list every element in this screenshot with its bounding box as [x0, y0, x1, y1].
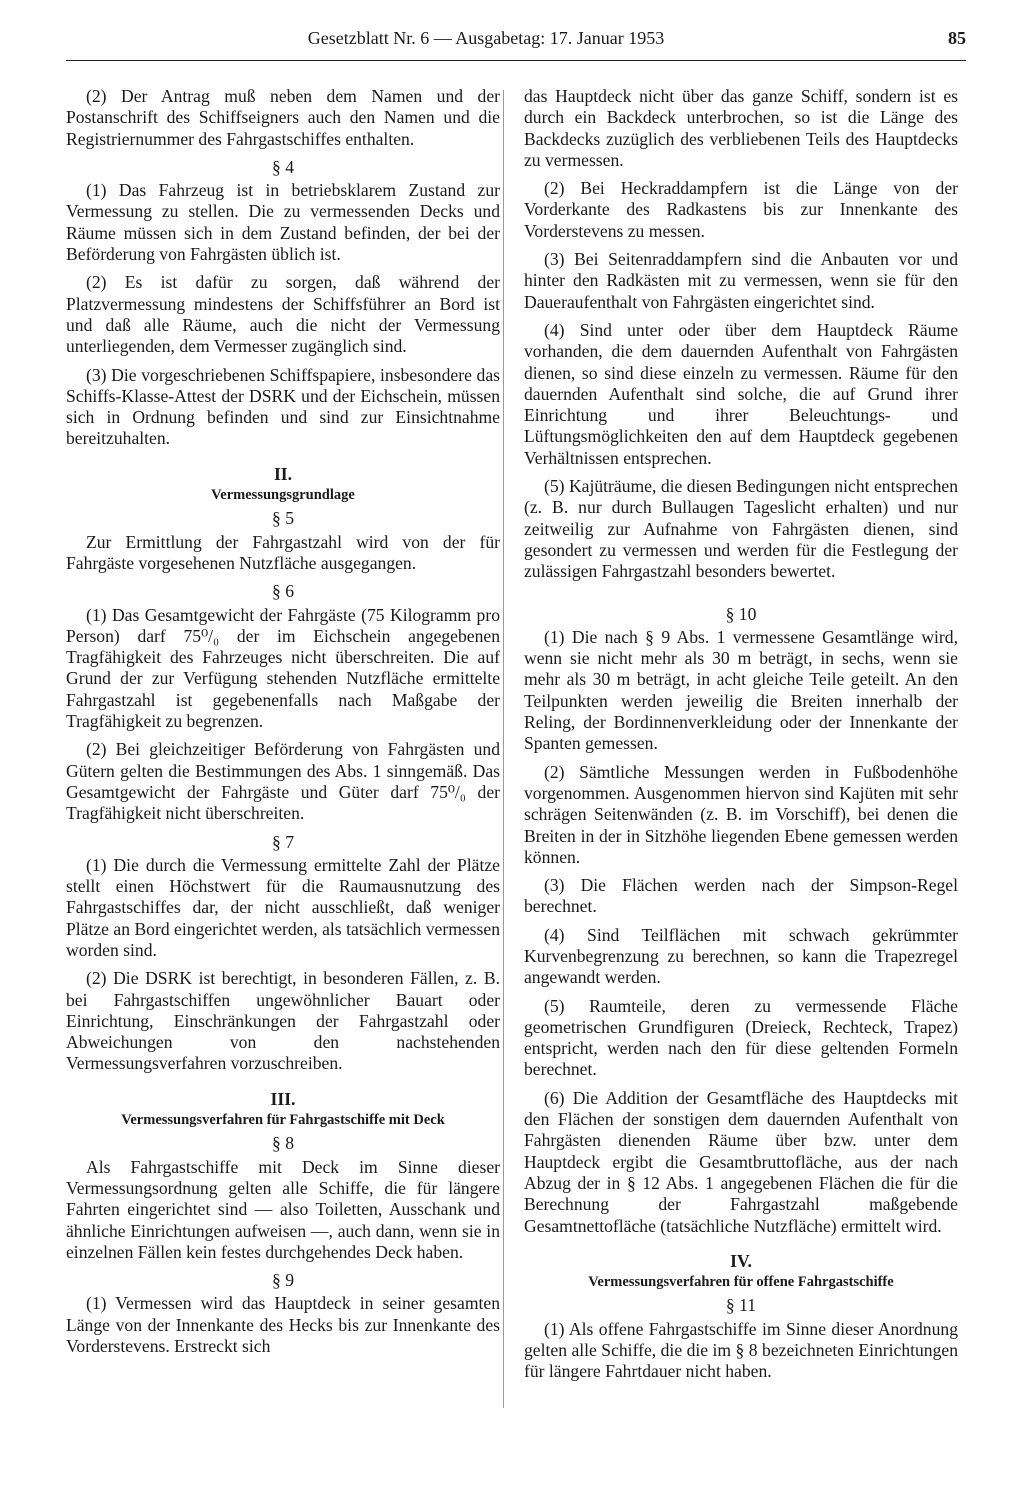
paragraph: Als Fahrgastschiffe mit Deck im Sinne dieser Vermessungsordnung gelten alle Schiffe, die für längere Fahrten eingerichtet sind — also Toiletten, Ausschank und ähnliche Einrichtungen aufweisen —, auch dann, wenn sie in einzelnen Fällen kein festes durchgehendes Deck haben. [66, 1156, 500, 1262]
paragraph-heading-7: § 7 [272, 831, 294, 852]
paragraph: (2) Es ist dafür zu sorgen, daß während der Platzvermessung mindestens der Schiffsführer an Bord ist und daß alle Räume, auch die nicht der Vermessung unterliegenden, dem Vermesser zugänglich sind. [66, 272, 500, 357]
paragraph: (1) Die nach § 9 Abs. 1 vermessene Gesamtlänge wird, wenn sie nicht mehr als 30 m beträgt, in sechs, wenn sie mehr als 30 m beträgt, in acht gleiche Teile geteilt. An den Teilpunkten werden jeweilig die Breiten innerhalb der Reling, der Bordinnenverkleidung oder der Innenkante der Spanten gemessen. [524, 626, 958, 754]
paragraph: (2) Der Antrag muß neben dem Namen und der Postanschrift des Schiffseigners auch den Namen und die Registriernummer des Fahrgastschiffes enthalten. [66, 86, 500, 149]
paragraph: (1) Das Gesamtgewicht der Fahrgäste (75 Kilogramm pro Person) darf 75⁰/₀ der im Eichschein angegebenen Tragfähigkeit des Fahrzeuges nicht überschreiten. Die auf Grund der zur Verfügung stehenden Nutzfläche ermittelte Fahrgastzahl ist gegebenenfalls nach Maßgabe der Tragfähigkeit zu begrenzen. [66, 604, 500, 732]
paragraph-heading-5: § 5 [272, 508, 294, 529]
section-title-3: Vermessungsverfahren für Fahrgastschiffe mit Deck [121, 1112, 445, 1129]
paragraph-heading-11: § 11 [725, 1295, 757, 1316]
section-title-4: Vermessungsverfahren für offene Fahrgastschiffe [588, 1274, 894, 1291]
paragraph-heading-6: § 6 [272, 581, 294, 602]
paragraph: (6) Die Addition der Gesamtfläche des Hauptdecks mit den Flächen der sonstigen dem dauernden Aufenthalt von Fahrgästen dienenden Räume über bzw. unter dem Hauptdeck ergibt die Gesamtbruttofläche, aus der nach Abzug der in § 12 Abs. 1 angegebenen Flächen die für die Berechnung der Fahrgastzahl maßgebende Gesamtnettofläche (tatsächliche Nutzfläche) ermittelt wird. [524, 1087, 958, 1236]
paragraph: (1) Vermessen wird das Hauptdeck in seiner gesamten Länge von der Innenkante des Hecks bis zur Innenkante des Vorderstevens. Erstreckt sich [66, 1293, 500, 1357]
paragraph-heading-8: § 8 [272, 1133, 294, 1154]
right-column [524, 86, 958, 1390]
paragraph: (3) Bei Seitenraddampfern sind die Anbauten vor und hinter den Radkästen mit zu vermessen, wenn sie für den Daueraufenthalt von Fahrgästen eingerichtet sind. [524, 249, 958, 312]
paragraph-heading-4: § 4 [272, 156, 294, 177]
paragraph: (2) Bei gleichzeitiger Beförderung von Fahrgästen und Gütern gelten die Bestimmungen des Abs. 1 sinngemäß. Das Gesamtgewicht der Fahrgäste und Güter darf 75⁰/₀ der Tragfähigkeit nicht überschreiten. [66, 739, 500, 824]
column-divider [503, 90, 504, 1408]
paragraph: (2) Sämtliche Messungen werden in Fußbodenhöhe vorgenommen. Ausgenommen hiervon sind Kajüten mit sehr schrägen Seitenwänden (z. B. im Vorschiff), bei denen die Breiten in der in Sitzhöhe liegenden Ebene gemessen werden können. [524, 761, 958, 867]
paragraph: (4) Sind Teilflächen mit schwach gekrümmter Kurvenbegrenzung zu berechnen, so kann die Trapezregel angewandt werden. [524, 924, 958, 988]
paragraph: (1) Als offene Fahrgastschiffe im Sinne dieser Anordnung gelten alle Schiffe, die die im § 8 bezeichneten Einrichtungen für längere Fahrtdauer nicht haben. [524, 1318, 958, 1382]
paragraph: (2) Bei Heckraddampfern ist die Länge von der Vorderkante des Radkastens bis zur Innenkante des Vorderstevens zu messen. [524, 178, 958, 241]
paragraph-heading-10: § 10 [725, 603, 757, 624]
spacer [524, 590, 958, 602]
paragraph: (4) Sind unter oder über dem Hauptdeck Räume vorhanden, die dem dauernden Aufenthalt von Fahrgästen dienen, so sind diese einzeln zu vermessen. Räume für den dauernden Aufenthalt sind solche, die auf Grund ihrer Einrichtung und ihrer Beleuchtungs- und Lüftungsmöglichkeiten den auf dem Hauptdeck gegebenen Verhältnissen entsprechen. [524, 319, 958, 468]
paragraph: (2) Die DSRK ist berechtigt, in besonderen Fällen, z. B. bei Fahrgastschiffen ungewöhnlicher Bauart oder Einrichtung, Einschränkungen der Fahrgastzahl oder Abweichungen von den nachstehenden Vermessungsverfahren vorzuschreiben. [66, 968, 500, 1074]
paragraph: (1) Die durch die Vermessung ermittelte Zahl der Plätze stellt einen Höchstwert für die Raumausnutzung des Fahrgastschiffes dar, der nicht ausschließt, daß weniger Plätze an Bord eingerichtet werden, als tatsächlich vermessen worden sind. [66, 854, 500, 960]
section-number-4: IV. [730, 1250, 752, 1271]
section-number-3: III. [270, 1088, 296, 1109]
page-header [66, 26, 966, 61]
paragraph: das Hauptdeck nicht über das ganze Schiff, sondern ist es durch ein Backdeck unterbrochen, so ist die Länge des Backdecks zuzüglich des verbliebenen Teils des Hauptdecks zu vermessen. [524, 86, 958, 170]
paragraph: (5) Kajüträume, die diesen Bedingungen nicht entsprechen (z. B. nur durch Bullaugen Tageslicht erhalten) und nur zeitweilig zur Aufnahme von Fahrgästen dienen, sind gesondert zu vermessen und werden für die Festlegung der zulässigen Fahrgastzahl besonders bewertet. [524, 476, 958, 582]
paragraph: Zur Ermittlung der Fahrgastzahl wird von der für Fahrgäste vorgesehenen Nutzfläche ausgegangen. [66, 531, 500, 573]
section-number-2: II. [273, 463, 293, 484]
section-title-2: Vermessungsgrundlage [211, 487, 355, 504]
paragraph: (3) Die Flächen werden nach der Simpson-Regel berechnet. [524, 875, 958, 917]
paragraph: (1) Das Fahrzeug ist in betriebsklarem Zustand zur Vermessung zu stellen. Die zu vermessenden Decks und Räume müssen sich in dem Zustand befinden, der bei der Beförderung von Fahrgästen üblich ist. [66, 180, 500, 265]
page-number: 85 [948, 28, 966, 48]
header-title: Gesetzblatt Nr. 6 — Ausgabetag: 17. Januar 1953 [307, 28, 665, 48]
paragraph: (5) Raumteile, deren zu vermessende Fläche geometrischen Grundfiguren (Dreieck, Rechteck, Trapez) entspricht, werden nach den für diese geltenden Formeln berechnet. [524, 995, 958, 1080]
paragraph: (3) Die vorgeschriebenen Schiffspapiere, insbesondere das Schiffs-Klasse-Attest der DSRK und der Eichschein, müssen sich in Ordnung befinden und sind zur Einsichtnahme bereitzuhalten. [66, 364, 500, 449]
paragraph-heading-9: § 9 [272, 1270, 294, 1291]
left-column [66, 86, 500, 1364]
